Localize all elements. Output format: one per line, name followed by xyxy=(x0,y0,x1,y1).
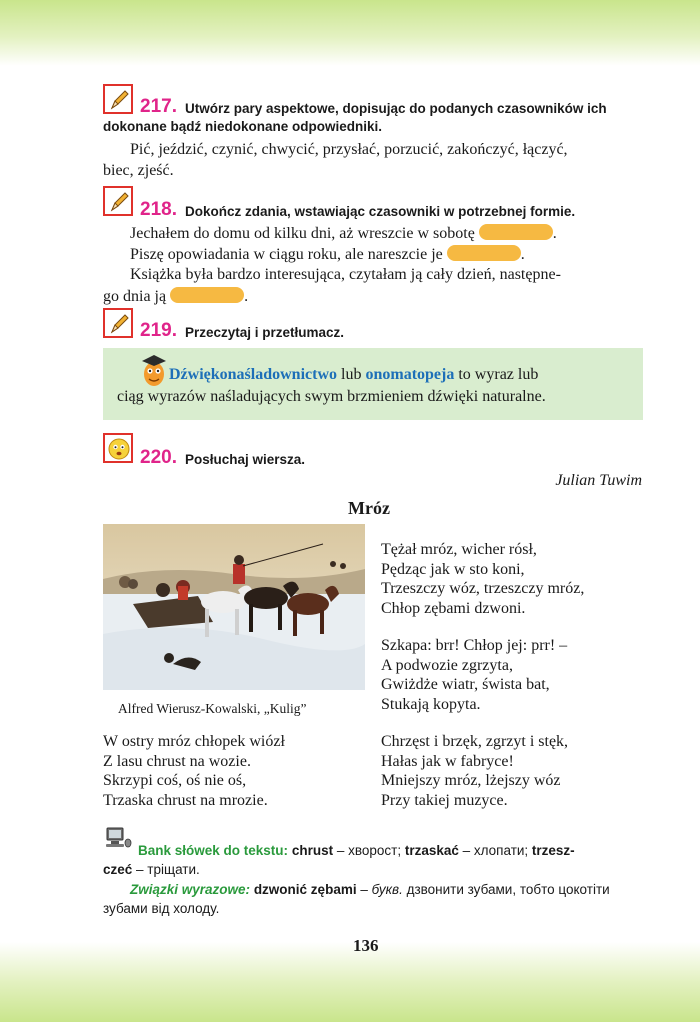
sentence-3-text: go dnia ją xyxy=(103,288,167,305)
poem-line: Skrzypi coś, oś nie oś, xyxy=(103,772,247,789)
phrase-dzwonic-zebami: dzwonić zębami xyxy=(253,882,357,897)
write-exercise-icon xyxy=(103,308,133,338)
translation-trzaskac: – хлопати; xyxy=(458,843,532,858)
sentence-1-end: . xyxy=(552,225,557,242)
exercise-number-218: 218. xyxy=(140,199,177,220)
sentence-1-text: Jechałem do domu od kilku dni, aż wreszcie w sobotę xyxy=(130,225,475,242)
write-exercise-icon xyxy=(103,84,133,114)
exercise-number-219: 219. xyxy=(140,320,177,341)
word-chrust: chrust xyxy=(291,843,334,858)
poem-line: Gwiżdże wiatr, śwista bat, xyxy=(381,676,550,693)
listen-exercise-icon xyxy=(103,433,133,463)
phrase-translation: дзвонити зубами, тобто цокотіти xyxy=(402,882,610,897)
answer-blank-3[interactable] xyxy=(170,287,244,303)
exercise-217-verbs-cont: biec, zjeść. xyxy=(103,162,174,179)
poem-line: Chrzęst i brzęk, zgrzyt i stęk, xyxy=(381,733,569,750)
exercise-number-220: 220. xyxy=(140,447,177,468)
poem-stanza-3 xyxy=(103,732,285,810)
word-bank-line-2 xyxy=(103,862,200,877)
poem-author: Julian Tuwim xyxy=(555,472,642,489)
rule-text-line-2: ciąg wyrazów naśladujących swym brzmieniem dźwięki naturalne. xyxy=(117,388,546,405)
poem-line: Mniejszy mróz, lżejszy wóz xyxy=(381,772,561,789)
exercise-217-instruction: Utwórz pary aspektowe, dopisując do podanych czasowników ich xyxy=(185,101,607,116)
poem-line: Z lasu chrust na wozie. xyxy=(103,752,251,770)
term-dzwiekonasladownictwo: Dźwiękonaśladownictwo xyxy=(169,366,338,383)
translation-trzeszczec: – тріщати. xyxy=(132,862,200,877)
poem-stanza-1 xyxy=(381,540,584,618)
sentence-2-text: Piszę opowiadania w ciągu roku, ale nareszcie je xyxy=(130,246,443,263)
painting-kulig xyxy=(103,524,365,690)
poem-stanza-4 xyxy=(381,732,568,810)
word-bank-label: Bank słówek do tekstu: xyxy=(138,843,289,858)
answer-blank-2[interactable] xyxy=(447,245,521,261)
rule-text-line-1 xyxy=(169,366,538,384)
poem-line: A podwozie zgrzyta, xyxy=(381,656,513,674)
poem-line: Trzeszczy wóz, trzeszczy mróz, xyxy=(381,580,585,597)
exercise-218-sentence-1 xyxy=(130,224,557,243)
exercise-218-sentence-2 xyxy=(130,245,525,264)
exercise-220-instruction: Posłuchaj wiersza. xyxy=(185,452,306,467)
painting-caption: Alfred Wierusz-Kowalski, „Kulig” xyxy=(118,701,307,716)
exercise-number-217: 217. xyxy=(140,96,177,117)
write-exercise-icon xyxy=(103,186,133,216)
page-number: 136 xyxy=(353,936,379,955)
sentence-3-end: . xyxy=(244,288,249,305)
term-onomatopeja: onomatopeja xyxy=(365,366,455,383)
exercise-217-instruction-cont: dokonane bądź niedokonane odpowiedniki. xyxy=(103,119,383,134)
word-trzaskac: trzaskać xyxy=(404,843,459,858)
poem-line: Hałas jak w fabryce! xyxy=(381,752,514,770)
word-trzeszczec-part-1: trzesz- xyxy=(531,843,575,858)
poem-line: Pędząc jak w sto koni, xyxy=(381,560,525,578)
rule-connector: lub xyxy=(337,366,366,383)
poem-line: W ostry mróz chłopek wiózł xyxy=(103,733,285,750)
sentence-2-end: . xyxy=(520,246,525,263)
poem-line: Szkapa: brr! Chłop jej: prr! – xyxy=(381,637,568,654)
poem-title: Mróz xyxy=(348,498,390,518)
word-bank-line-1 xyxy=(138,843,575,858)
rule-box xyxy=(103,348,643,420)
exercise-218-sentence-3: Książka była bardzo interesująca, czytałam ją cały dzień, następne- xyxy=(130,266,561,283)
literal-abbrev: букв. xyxy=(371,882,403,897)
exercise-218-sentence-3-cont xyxy=(103,287,248,306)
phrases-label: Związki wyrazowe: xyxy=(130,882,251,897)
poem-line: Chłop zębami dzwoni. xyxy=(381,599,526,617)
exercise-217-verbs: Pić, jeździć, czynić, chwycić, przysłać, porzucić, zakończyć, łączyć, xyxy=(130,141,568,158)
poem-line: Przy takiej muzyce. xyxy=(381,791,508,809)
exercise-219-instruction: Przeczytaj i przetłumacz. xyxy=(185,325,345,340)
scholar-mascot-icon xyxy=(139,352,169,388)
word-trzeszczec-part-2: czeć xyxy=(103,862,133,877)
poem-line: Stukają kopyta. xyxy=(381,695,481,713)
exercise-218-instruction: Dokończ zdania, wstawiając czasowniki w potrzebnej formie. xyxy=(185,204,576,219)
answer-blank-1[interactable] xyxy=(479,224,553,240)
top-decorative-band xyxy=(0,0,700,66)
phrases-line-2: зубами від холоду. xyxy=(103,901,220,916)
bottom-decorative-band xyxy=(0,942,700,1022)
poem-line: Trzaska chrust na mrozie. xyxy=(103,791,268,809)
phrase-dash: – xyxy=(356,882,372,897)
rule-text-rest: to wyraz lub xyxy=(454,366,539,383)
poem-stanza-2 xyxy=(381,636,567,714)
translation-chrust: – хворост; xyxy=(333,843,405,858)
phrases-line-1 xyxy=(130,882,610,897)
poem-line: Tężał mróz, wicher rósł, xyxy=(381,541,537,558)
computer-mouse-icon xyxy=(103,826,133,850)
